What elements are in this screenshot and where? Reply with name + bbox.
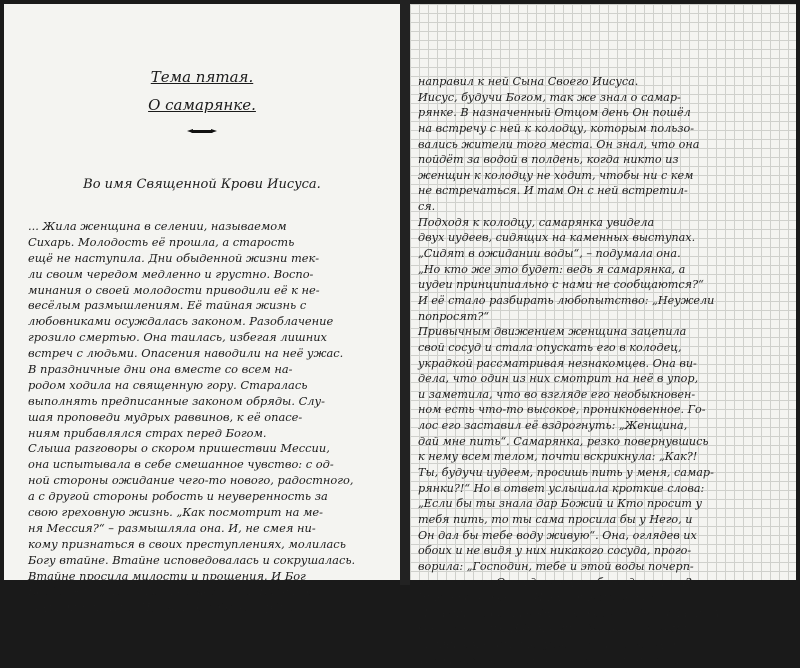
text-line: свою греховную жизнь. „Как посмотрит на ме- — [28, 505, 324, 520]
text-line: попросят?“ — [418, 309, 490, 323]
book-gutter — [400, 0, 410, 585]
invocation-line: Во имя Священной Крови Иисуса. — [83, 177, 321, 192]
text-line: В праздничные дни она вместе со всем на- — [28, 362, 293, 377]
text-line: Втайне просила милости и прощения. И Бог — [28, 568, 306, 583]
text-line: Привычным движением женщина зацепила — [418, 325, 687, 339]
text-line: Вседержитель слышал её молитвы. Видел её со- — [28, 584, 334, 599]
text-line: ня Мессия?“ – размышляла она. И, не смея ни- — [28, 520, 316, 535]
text-line: ворила: „Господин, тебе и этой воды почерп- — [418, 559, 694, 573]
text-line: на встречу с ней к колодцу, которым пользо- — [418, 121, 694, 135]
text-line: Слыша разговоры о скором пришествии Мессии, — [28, 441, 330, 456]
text-line: рянке. В назначенный Отцом день Он пошёл — [418, 106, 691, 120]
right-text-block — [418, 74, 792, 668]
text-line: Иисус, будучи Богом, так же знал о самар- — [418, 90, 681, 104]
text-line: и заметила, что во взгляде его необыкновен- — [418, 387, 696, 401]
text-line: она испытывала в себе смешанное чувство: с од- — [28, 457, 334, 472]
left-text-block — [28, 219, 393, 616]
text-line: женщин к колодцу не ходит, чтобы ни с кем — [418, 168, 694, 182]
text-line: вода, которую Я дам ему, сделается в нём ис- — [418, 622, 701, 636]
text-line: свой сосуд и стала опускать его в колодец, — [418, 340, 682, 354]
text-line: украдкой рассматривая незнакомцев. Она ви- — [418, 356, 697, 370]
text-line: ниям прибавлялся страх перед Богом. — [28, 425, 267, 440]
text-line: выполнять предписанные законом обряды. Слу- — [28, 393, 325, 408]
text-line: весёлым размышлениям. Её тайная жизнь с — [28, 298, 307, 313]
text-line: шая проповеди мудрых раввинов, к её опасе- — [28, 409, 303, 424]
text-line: ли своим чередом медленно и грустно. Воспо- — [28, 266, 314, 281]
text-line: Такой человек не будет жаждать никогда“. — [418, 653, 689, 667]
text-line: „Всякий, пьющий воду сию, возжаждет опять. А — [418, 606, 720, 620]
text-line: точником воды, текущей в жизнь вечную. — [418, 638, 680, 652]
text-line: к нему всем телом, почти вскрикнула: „Как?! — [418, 450, 698, 464]
text-line: родом ходила на священную гору. Старалась — [28, 377, 308, 392]
text-line: двух иудеев, сидящих на каменных выступах. — [418, 231, 696, 245]
text-line: Богу втайне. Втайне исповедовалась и сокрушалась. — [28, 552, 356, 567]
text-line: минания о своей молодости приводили её к не- — [28, 282, 320, 297]
text-line: пойдёт за водой в полдень, когда никто из — [418, 153, 679, 167]
text-line: обоих и не видя у них никакого сосуда, прого- — [418, 544, 692, 558]
text-line: грозило смертью. Она таилась, избегая лишних — [28, 330, 327, 345]
text-line: тебя пить, то ты сама просила бы у Него, и — [418, 512, 693, 526]
text-line: И её стало разбирать любопытство: „Неужели — [418, 293, 715, 307]
text-line: „Но кто же это будет: ведь я самарянка, а — [418, 262, 686, 276]
text-line: ной стороны ожидание чего-то нового, радостного, — [28, 473, 354, 488]
text-line: Ты, будучи иудеем, просишь пить у меня, самар- — [418, 466, 714, 480]
chapter-title: Тема пятая. — [150, 68, 254, 86]
text-line: направил к ней Сына Своего Иисуса. — [418, 75, 639, 88]
text-line: дела, что один из них смотрит на неё в упор, — [418, 372, 699, 386]
text-line: встреч с людьми. Опасения наводили на неё ужас. — [28, 346, 344, 361]
ornament-divider — [191, 130, 213, 133]
text-line: Он дал бы тебе воду живую“. Она, оглядев их — [418, 528, 697, 542]
text-line: ... Жила женщина в селении, называемом — [28, 219, 287, 233]
text-line: „Если бы ты знала дар Божий и Кто просит у — [418, 497, 703, 511]
left-page — [4, 4, 400, 615]
text-line: ном есть что-то высокое, проникновенное. Го- — [418, 403, 706, 417]
text-line: дай мне пить“. Самарянка, резко повернувшись — [418, 434, 709, 448]
chapter-subtitle: О самарянке. — [148, 96, 256, 114]
text-line: „Сидят в ожидании воды“, – подумала она. — [418, 247, 681, 261]
text-line: лос его заставил её вздрогнуть: „Женщина, — [418, 419, 688, 433]
text-line: а с другой стороны робость и неуверенность за — [28, 489, 328, 504]
text-line: кому признаться в своих преступлениях, молилась — [28, 536, 346, 551]
text-line: нуть нечем. Откуда же у тебя вода живая? — [418, 575, 692, 589]
text-line: рянки?!“ Но в ответ услышала кроткие слова: — [418, 481, 705, 495]
text-line: иудеи принципиально с нами не сообщаются?“ — [418, 278, 704, 292]
text-line: крушения и муки. И, зная её доброе сердце, — [28, 600, 299, 615]
text-line: ся. — [418, 200, 436, 214]
text-line: Что это за вода?“ Иисус ответил так: — [418, 591, 660, 605]
text-line: не встречаться. И там Он с ней встретил- — [418, 184, 688, 198]
right-page — [410, 4, 796, 667]
text-line: вались жители того места. Он знал, что она — [418, 137, 700, 151]
text-line: ещё не наступила. Дни обыденной жизни тек- — [28, 250, 320, 265]
text-line: Подходя к колодцу, самарянка увидела — [418, 215, 655, 229]
text-line: любовниками осуждалась законом. Разоблачение — [28, 314, 334, 329]
text-line: Сихарь. Молодость её прошла, а старость — [28, 234, 295, 249]
